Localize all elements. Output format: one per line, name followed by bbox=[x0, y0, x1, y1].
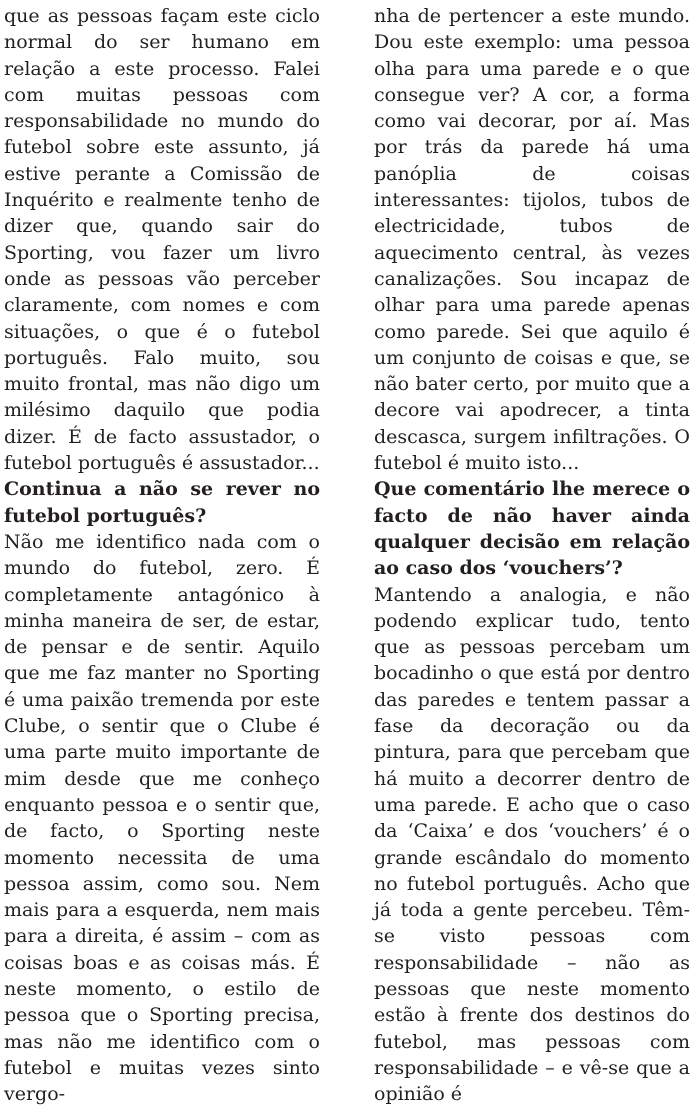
interview-question: Continua a não se rever no futebol português? bbox=[4, 478, 320, 527]
answer-paragraph: Mantendo a analogia, e não podendo explicar tudo, tento que as pessoas percebam um bocadinho o que está por dentro das paredes e tentem passar a fase da decoração ou da pintura, para que percebam que há muito a decorrer dentro de uma parede. E acho que o caso da ‘Caixa’ e dos ‘vouchers’ é o grande escândalo do momento no futebol português. Acho que já toda a gente percebeu. Têm-se visto pessoas com responsabilidade – não as pessoas que neste momento estão à frente dos destinos do futebol, mas pessoas com responsabilidade – e vê-se que a opinião é bbox=[374, 583, 690, 1106]
answer-paragraph: que as pessoas façam este ciclo normal do ser humano em relação a este processo. Falei com muitas pessoas com responsabilidade no mundo do futebol sobre este assunto, já estive perante a Comissão de Inquérito e realmente tenho de dizer que, quando sair do Sporting, vou fazer um livro onde as pessoas vão perceber claramente, com nomes e com situações, o que é o futebol português. Falo muito, sou muito frontal, mas não digo um milésimo daquilo que podia dizer. É de facto assustador, o futebol português é assustador... bbox=[4, 5, 320, 475]
interview-question: Que comentário lhe merece o facto de não haver ainda qualquer decisão em relação ao caso dos ‘vouchers’? bbox=[374, 478, 690, 580]
answer-paragraph: nha de pertencer a este mundo. Dou este exemplo: uma pessoa olha para uma parede e o que consegue ver? A cor, a forma como vai decorar, por aí. Mas por trás da parede há uma panóplia de coisas interessantes: tijolos, tubos de electricidade, tubos de aquecimento central, às vezes canalizações. Sou incapaz de olhar para uma parede apenas como parede. Sei que aquilo é um conjunto de coisas e que, se não bater certo, por muito que a decore vai apodrecer, a tinta descasca, surgem infiltrações. O futebol é muito isto... bbox=[374, 5, 690, 475]
right-text-column bbox=[374, 0, 690, 1106]
left-text-column bbox=[4, 0, 320, 1106]
answer-paragraph: Não me identifico nada com o mundo do futebol, zero. É completamente antagónico à minha maneira de ser, de estar, de pensar e de sentir. Aquilo que me faz manter no Sporting é uma paixão tremenda por este Clube, o sentir que o Clube é uma parte muito importante de mim desde que me conheço enquanto pessoa e o sentir que, de facto, o Sporting neste momento necessita de uma pessoa assim, como sou. Nem mais para a esquerda, nem mais para a direita, é assim – com as coisas boas e as coisas más. É neste momento, o estilo de pessoa que o Sporting precisa, mas não me identifico com o futebol e muitas vezes sinto vergo- bbox=[4, 530, 320, 1106]
